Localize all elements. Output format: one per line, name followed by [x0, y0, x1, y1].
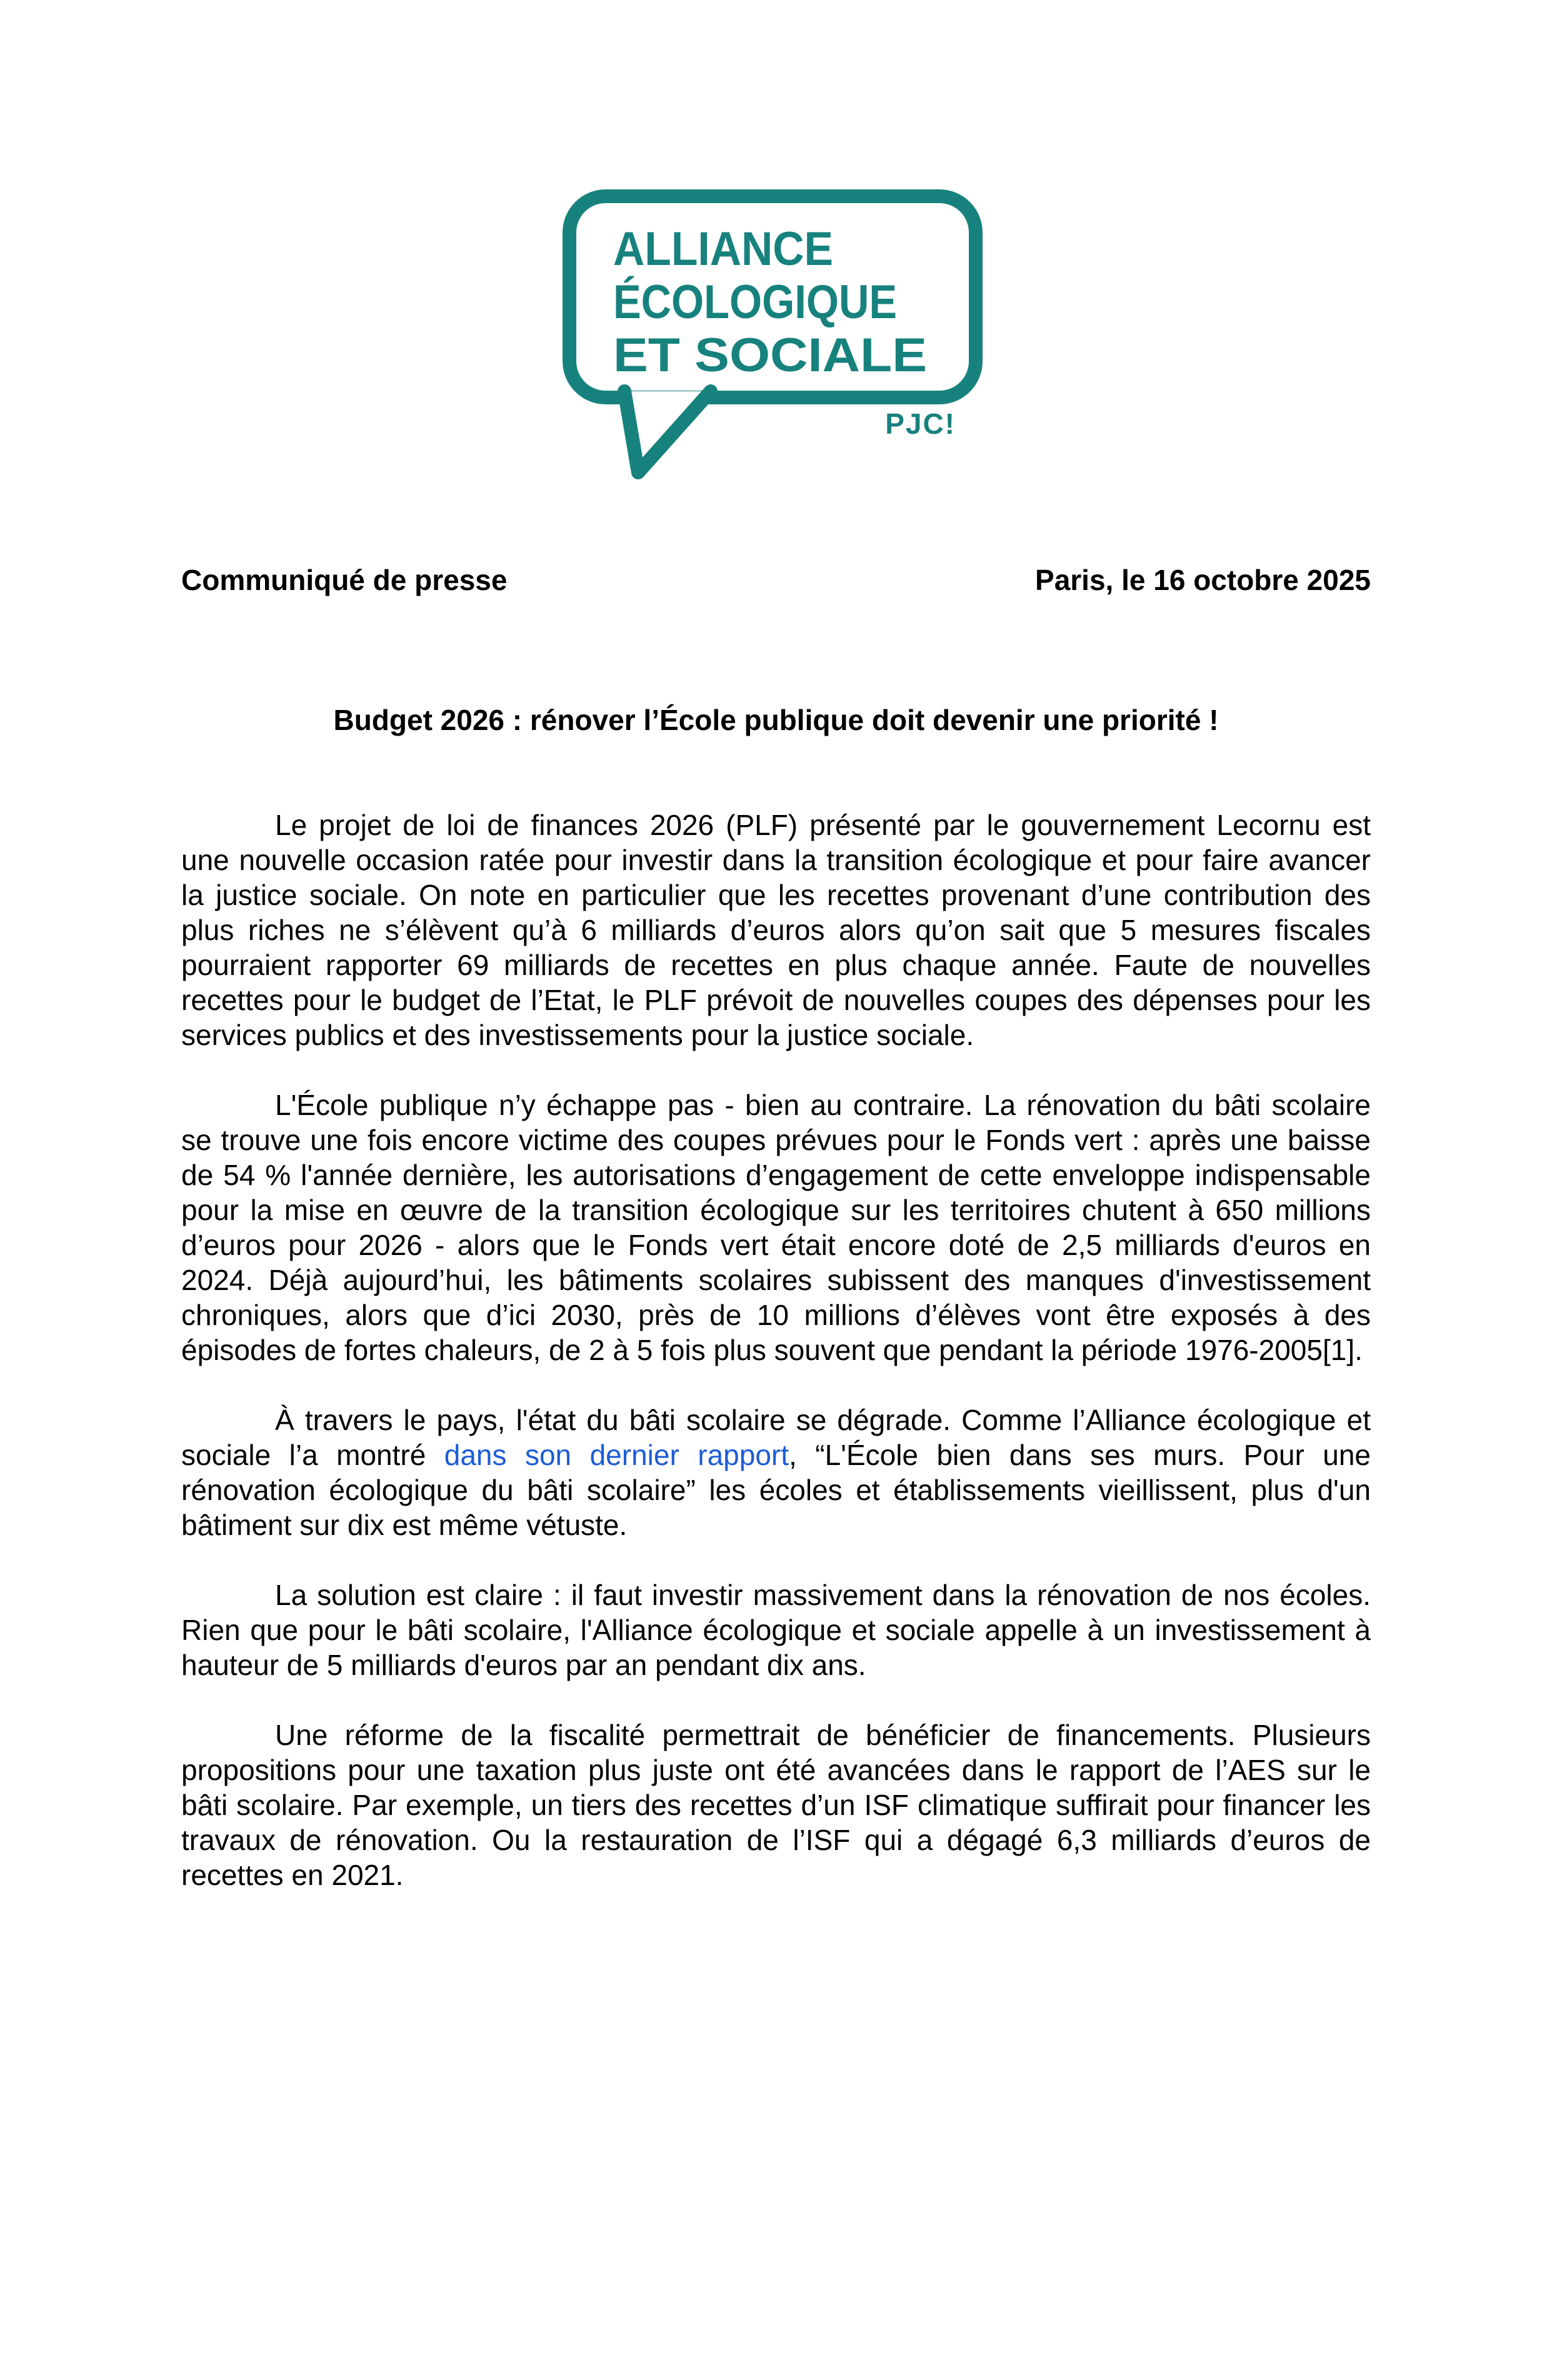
- paragraph-2: L'École publique n’y échappe pas - bien au contraire. La rénovation du bâti scolaire se trouve une fois encore victime des coupes prévues pour le Fonds vert : après une baisse de 54 % l'année dernière, les autorisations d’engagement de cette enveloppe indispensable pour la mise en œuvre de la transition écologique sur les territoires chutent à 650 millions d’euros pour 2026 - alors que le Fonds vert était encore doté de 2,5 milliards d'euros en 2024. Déjà aujourd’hui, les bâtiments scolaires subissent des manques d'investissement chroniques, alors que d’ici 2030, près de 10 millions d’élèves vont être exposés à des épisodes de fortes chaleurs, de 2 à 5 fois plus souvent que pendant la période 1976-2005[1].: [181, 1089, 1371, 1366]
- logo-tagline: PJC!: [884, 408, 956, 440]
- organization-logo: [181, 188, 1371, 481]
- speech-bubble-logo-icon: [561, 188, 992, 481]
- logo-text-line2: ÉCOLOGIQUE: [613, 276, 897, 329]
- page-title: Budget 2026 : rénover l’École publique doit devenir une priorité !: [333, 704, 1219, 736]
- paragraph-3-before-link: À travers le pays, l'état du bâti scolaire se dégrade. Comme l’Alliance écologique et sociale l’a montré: [181, 1404, 1371, 1471]
- speech-bubble-tail: [624, 391, 711, 472]
- report-link[interactable]: dans son dernier rapport: [444, 1439, 789, 1471]
- document-body: [181, 808, 1371, 1892]
- logo-text-line1: ALLIANCE: [613, 222, 833, 276]
- press-release-page: [0, 188, 1552, 1892]
- logo-text-line3: ET SOCIALE: [613, 329, 927, 382]
- paragraph-3: [181, 1402, 1371, 1542]
- doc-type-label: Communiqué de presse: [181, 564, 508, 596]
- dateline: Paris, le 16 octobre 2025: [1035, 564, 1371, 596]
- paragraph-5: Une réforme de la fiscalité permettrait de bénéficier de financements. Plusieurs propositions pour une taxation plus juste ont été avancées dans le rapport de l’AES sur le bâti scolaire. Par exemple, un tiers des recettes d’un ISF climatique suffirait pour financer les travaux de rénovation. Ou la restauration de l’ISF qui a dégagé 6,3 milliards d’euros de recettes en 2021.: [181, 1719, 1371, 1891]
- press-header-row: [181, 562, 1371, 598]
- paragraph-4: La solution est claire : il faut investir massivement dans la rénovation de nos écoles. Rien que pour le bâti scolaire, l'Alliance écologique et sociale appelle à un investissement à hauteur de 5 milliards d'euros par an pendant dix ans.: [181, 1579, 1371, 1681]
- paragraph-3-after-link: , “L'École bien dans ses murs. Pour une rénovation écologique du bâti scolaire” les écoles et établissements vieillissent, plus d'un bâtiment sur dix est même vétuste.: [181, 1439, 1371, 1541]
- paragraph-1: Le projet de loi de finances 2026 (PLF) présenté par le gouvernement Lecornu est une nouvelle occasion ratée pour investir dans la transition écologique et pour faire avancer la justice sociale. On note en particulier que les recettes provenant d’une contribution des plus riches ne s’élèvent qu’à 6 milliards d’euros alors qu’on sait que 5 mesures fiscales pourraient rapporter 69 milliards de recettes en plus chaque année. Faute de nouvelles recettes pour le budget de l’Etat, le PLF prévoit de nouvelles coupes des dépenses pour les services publics et des investissements pour la justice sociale.: [181, 809, 1371, 1051]
